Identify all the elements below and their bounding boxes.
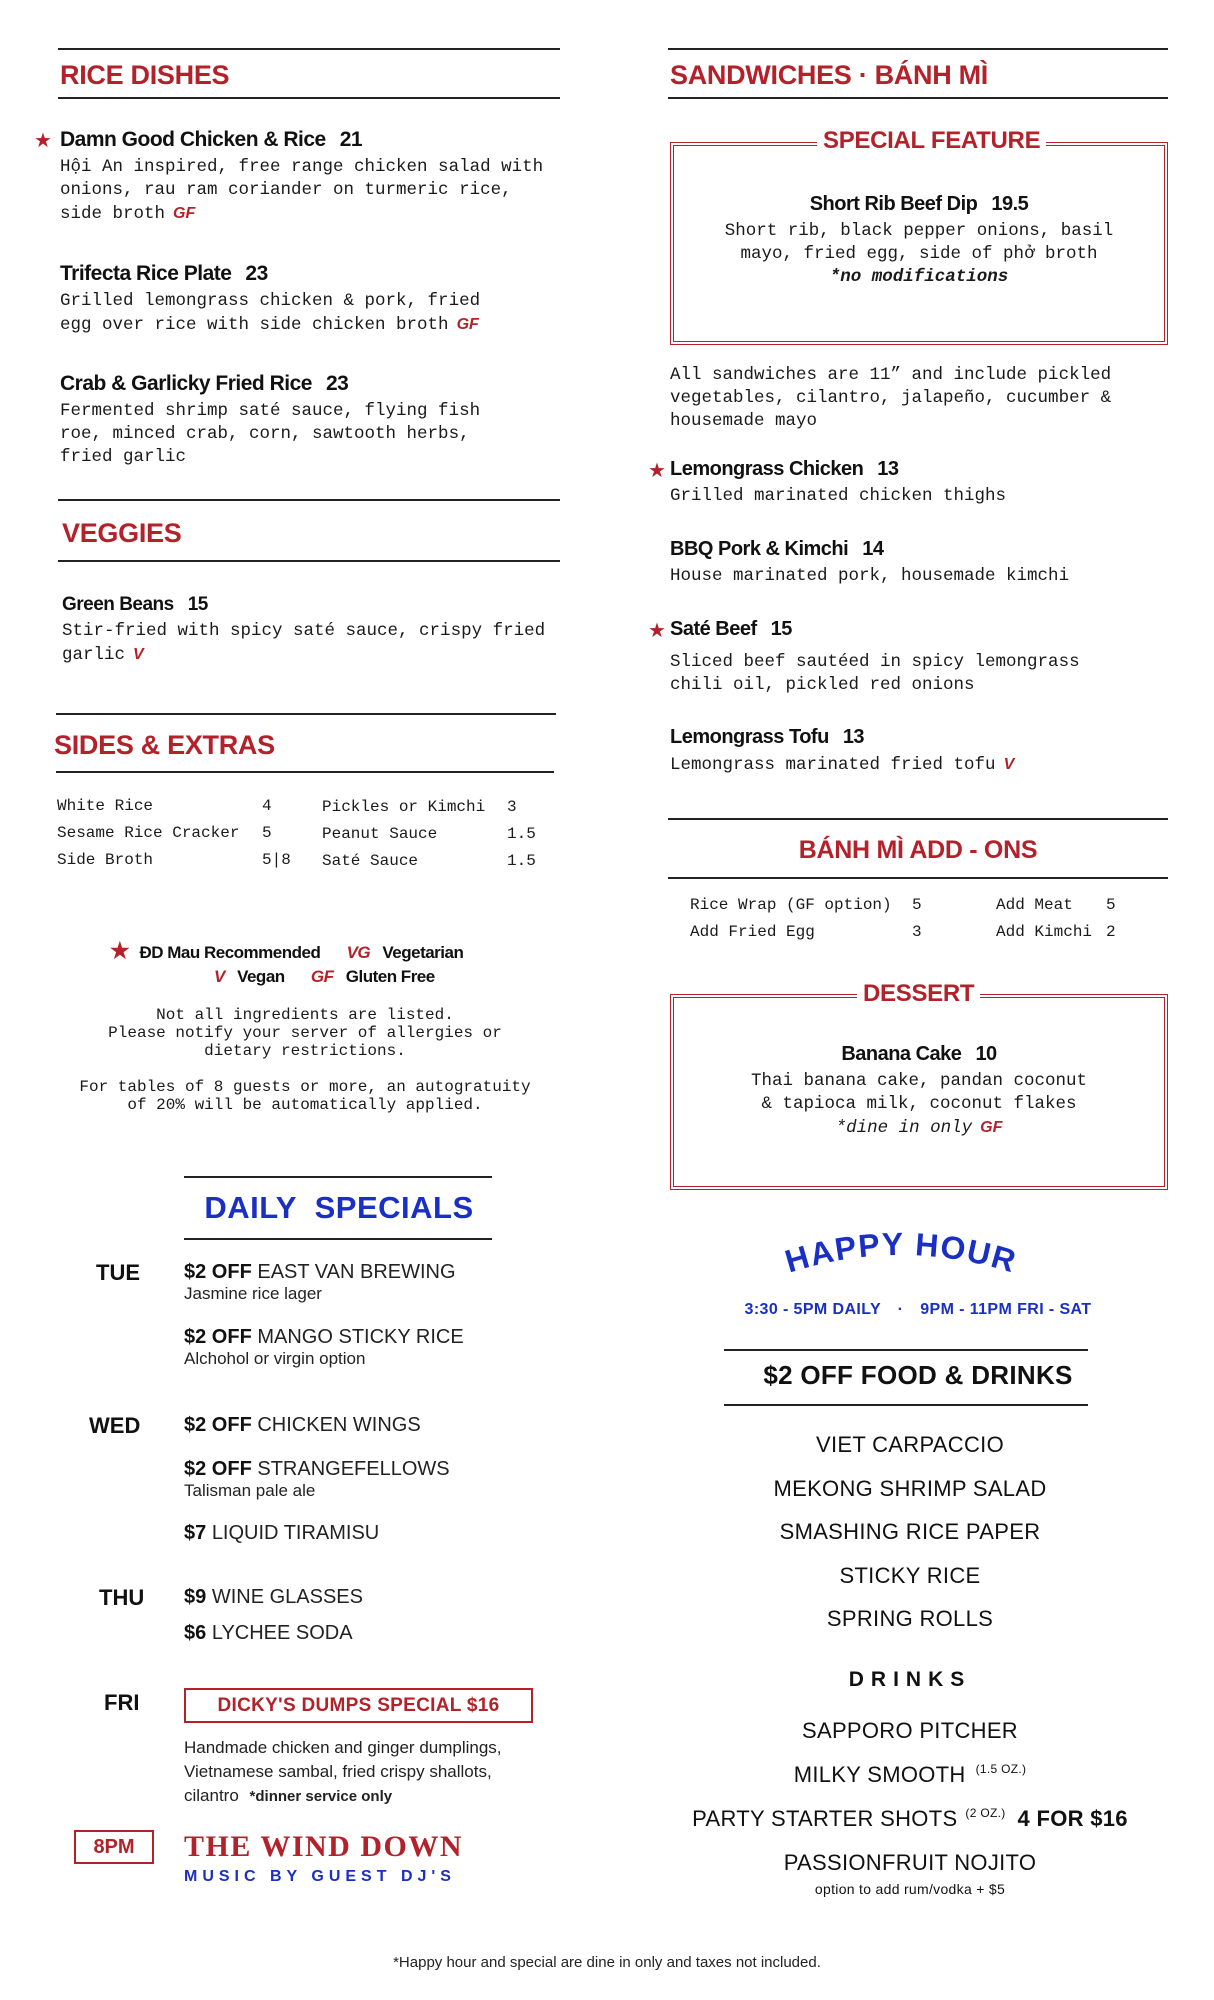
list-item: PASSIONFRUIT NOJITO xyxy=(783,1850,1037,1875)
list-item: White Rice 4 xyxy=(57,797,272,815)
special-item: $2 OFF EAST VAN BREWING Jasmine rice lager xyxy=(184,1261,456,1303)
list-item: SMASHING RICE PAPER xyxy=(779,1519,1041,1544)
special-feature-label: SPECIAL FEATURE xyxy=(817,127,1046,155)
divider xyxy=(56,713,556,715)
list-item: MILKY SMOOTH $^{(1.5 OZ.)}$ xyxy=(793,1762,1027,1787)
special-item: $2 OFF CHICKEN WINGS xyxy=(184,1414,421,1436)
star-icon: ★ xyxy=(648,460,666,482)
list-item: SAPPORO PITCHER xyxy=(802,1718,1018,1743)
feature-item: Short Rib Beef Dip 19.5 Short rib, black pepper onions, basil mayo, fried egg, side of phở broth *no modifications xyxy=(724,193,1114,287)
menu-item: Lemongrass Tofu 13 Lemongrass marinated fried tofu V xyxy=(670,726,1015,775)
gf-tag: GF xyxy=(173,205,196,222)
legend-recommended: ĐD Mau Recommended xyxy=(139,943,321,962)
happy-hour-title xyxy=(760,1224,1040,1284)
section-title-sides: SIDES & EXTRAS xyxy=(54,730,275,760)
sides-list-right xyxy=(322,794,562,875)
divider xyxy=(58,48,560,50)
item-desc: Fermented shrimp saté sauce, flying fish roe, minced crab, corn, sawtooth herbs, fried garlic xyxy=(60,401,481,467)
item-name: Green Beans xyxy=(62,594,174,615)
special-item: $7 LIQUID TIRAMISU xyxy=(184,1522,380,1544)
item-name: Crab & Garlicky Fried Rice xyxy=(60,372,312,395)
divider xyxy=(58,499,560,501)
gf-tag: GF xyxy=(456,316,479,333)
menu-item xyxy=(62,594,562,667)
divider xyxy=(668,877,1168,879)
divider xyxy=(184,1238,492,1240)
divider xyxy=(668,48,1168,50)
list-item: PARTY STARTER SHOTS $^{(2 OZ.)}$ 4 FOR $16 xyxy=(692,1806,1128,1831)
star-icon: ★ xyxy=(648,620,666,642)
sides-list-left xyxy=(57,793,297,874)
allergy-note: dietary restrictions. xyxy=(204,1042,406,1060)
list-item: Sesame Rice Cracker 5 xyxy=(57,824,272,842)
legend-gf-code: GF xyxy=(310,967,334,986)
happy-hour-deal: $2 OFF FOOD & DRINKS xyxy=(763,1360,1073,1390)
vegan-tag: V xyxy=(1003,756,1015,773)
legend-v-code: V xyxy=(214,967,225,986)
list-item: SPRING ROLLS xyxy=(826,1606,994,1631)
vegan-tag: V xyxy=(133,646,144,663)
list-item: Peanut Sauce 1.5 xyxy=(322,825,536,843)
divider xyxy=(58,560,560,562)
wind-down-title: THE WIND DOWN xyxy=(184,1830,463,1863)
section-title-rice: RICE DISHES xyxy=(60,60,230,90)
special-item: $2 OFF MANGO STICKY RICE Alchohol or virgin option xyxy=(184,1326,464,1368)
svg-text:HAPPY HOUR: HAPPY HOUR xyxy=(780,1225,1021,1280)
fri-special-badge: DICKY'S DUMPS SPECIAL $16 xyxy=(184,1688,533,1723)
legend-gf: Gluten Free xyxy=(345,967,435,986)
legend-v: Vegan xyxy=(237,967,285,986)
item-price: 23 xyxy=(245,262,268,285)
list-item: Add Meat 5 xyxy=(996,896,1116,914)
allergy-note: Please notify your server of allergies or xyxy=(108,1024,502,1042)
list-item: VIET CARPACCIO xyxy=(816,1432,1004,1457)
list-item: Pickles or Kimchi 3 xyxy=(322,798,517,816)
item-desc: Grilled lemongrass chicken & pork, fried egg over rice with side chicken broth xyxy=(60,291,481,335)
divider xyxy=(724,1349,1088,1351)
drinks-title: DRINKS xyxy=(848,1668,972,1691)
legend-vg-code: VG xyxy=(346,943,371,962)
notes xyxy=(40,1006,570,1114)
legend-vg: Vegetarian xyxy=(382,943,464,962)
list-item: Add Kimchi 2 xyxy=(996,923,1116,941)
special-item: $9 WINE GLASSES xyxy=(184,1586,363,1608)
list-item: Side Broth 5|8 xyxy=(57,851,291,869)
time-badge: 8PM xyxy=(74,1830,154,1864)
list-item: Saté Sauce 1.5 xyxy=(322,852,536,870)
drink-note: option to add rum/vodka + $5 xyxy=(814,1881,1006,1897)
menu-item xyxy=(60,128,560,226)
star-icon: ★ xyxy=(34,130,52,152)
footer-note: *Happy hour and special are dine in only and taxes not included. xyxy=(393,1954,821,1971)
legend-row-1 xyxy=(110,938,463,964)
menu-item: Lemongrass Chicken 13 Grilled marinated chicken thighs xyxy=(670,458,1007,506)
item-price: 15 xyxy=(187,594,208,615)
divider xyxy=(724,1404,1088,1406)
allergy-note: Not all ingredients are listed. xyxy=(156,1006,454,1024)
divider xyxy=(668,97,1168,99)
section-title-addons: BÁNH MÌ ADD - ONS xyxy=(798,836,1038,864)
menu-item xyxy=(60,262,520,337)
gratuity-note: For tables of 8 guests or more, an autogratuity xyxy=(79,1078,531,1096)
star-icon: ★ xyxy=(110,938,130,963)
addons-list-right xyxy=(996,892,1156,946)
special-item: $2 OFF STRANGEFELLOWS Talisman pale ale xyxy=(184,1458,450,1500)
day-wed: WED xyxy=(89,1413,141,1438)
section-title-veggies: VEGGIES xyxy=(62,518,182,548)
dessert-item: Banana Cake 10 Thai banana cake, pandan coconut & tapioca milk, coconut flakes *dine in only GF xyxy=(750,1043,1088,1138)
happy-hour-times: 3:30 - 5PM DAILY · 9PM - 11PM FRI - SAT xyxy=(744,1301,1092,1318)
list-item: Rice Wrap (GF option) 5 xyxy=(690,896,922,914)
list-item: Add Fried Egg 3 xyxy=(690,923,922,941)
special-item: $6 LYCHEE SODA xyxy=(184,1622,353,1644)
divider xyxy=(56,771,554,773)
menu-item: Saté Beef 15 Sliced beef sautéed in spicy lemongrass chili oil, pickled red onions xyxy=(670,618,1080,695)
gratuity-note: of 20% will be automatically applied. xyxy=(127,1096,483,1114)
divider xyxy=(668,818,1168,820)
day-thu: THU xyxy=(99,1585,145,1610)
item-name: Trifecta Rice Plate xyxy=(60,262,232,285)
menu-item: BBQ Pork & Kimchi 14 House marinated pork, housemade kimchi xyxy=(670,538,1070,586)
item-price: 21 xyxy=(339,128,363,151)
sandwich-info: All sandwiches are 11” and include pickled vegetables, cilantro, jalapeño, cucumber & housemade mayo xyxy=(670,365,1112,431)
divider xyxy=(184,1176,492,1178)
addons-list-left xyxy=(690,892,930,946)
item-price: 23 xyxy=(325,372,349,395)
daily-specials-title: DAILY SPECIALS xyxy=(204,1190,474,1225)
list-item: MEKONG SHRIMP SALAD xyxy=(773,1476,1047,1501)
menu-item xyxy=(60,372,520,469)
section-title-sandwiches: SANDWICHES · BÁNH MÌ xyxy=(670,60,988,90)
list-item: STICKY RICE xyxy=(839,1563,981,1588)
dessert-label: DESSERT xyxy=(857,980,980,1008)
day-fri: FRI xyxy=(104,1690,140,1715)
item-desc: Hội An inspired, free range chicken salad with onions, rau ram coriander on turmeric rice, side broth xyxy=(60,157,544,224)
day-tue: TUE xyxy=(96,1260,140,1285)
legend-row-2 xyxy=(214,967,435,987)
wind-down-subtitle: MUSIC BY GUEST DJ'S xyxy=(184,1868,456,1885)
fri-special-desc: Handmade chicken and ginger dumplings, Vietnamese sambal, fried crispy shallots, cilantro *dinner service only xyxy=(184,1738,502,1805)
divider xyxy=(58,97,560,99)
item-name: Damn Good Chicken & Rice xyxy=(60,128,326,151)
gf-tag: GF xyxy=(980,1119,1003,1136)
item-desc: Stir-fried with spicy saté sauce, crispy fried garlic xyxy=(62,621,546,665)
